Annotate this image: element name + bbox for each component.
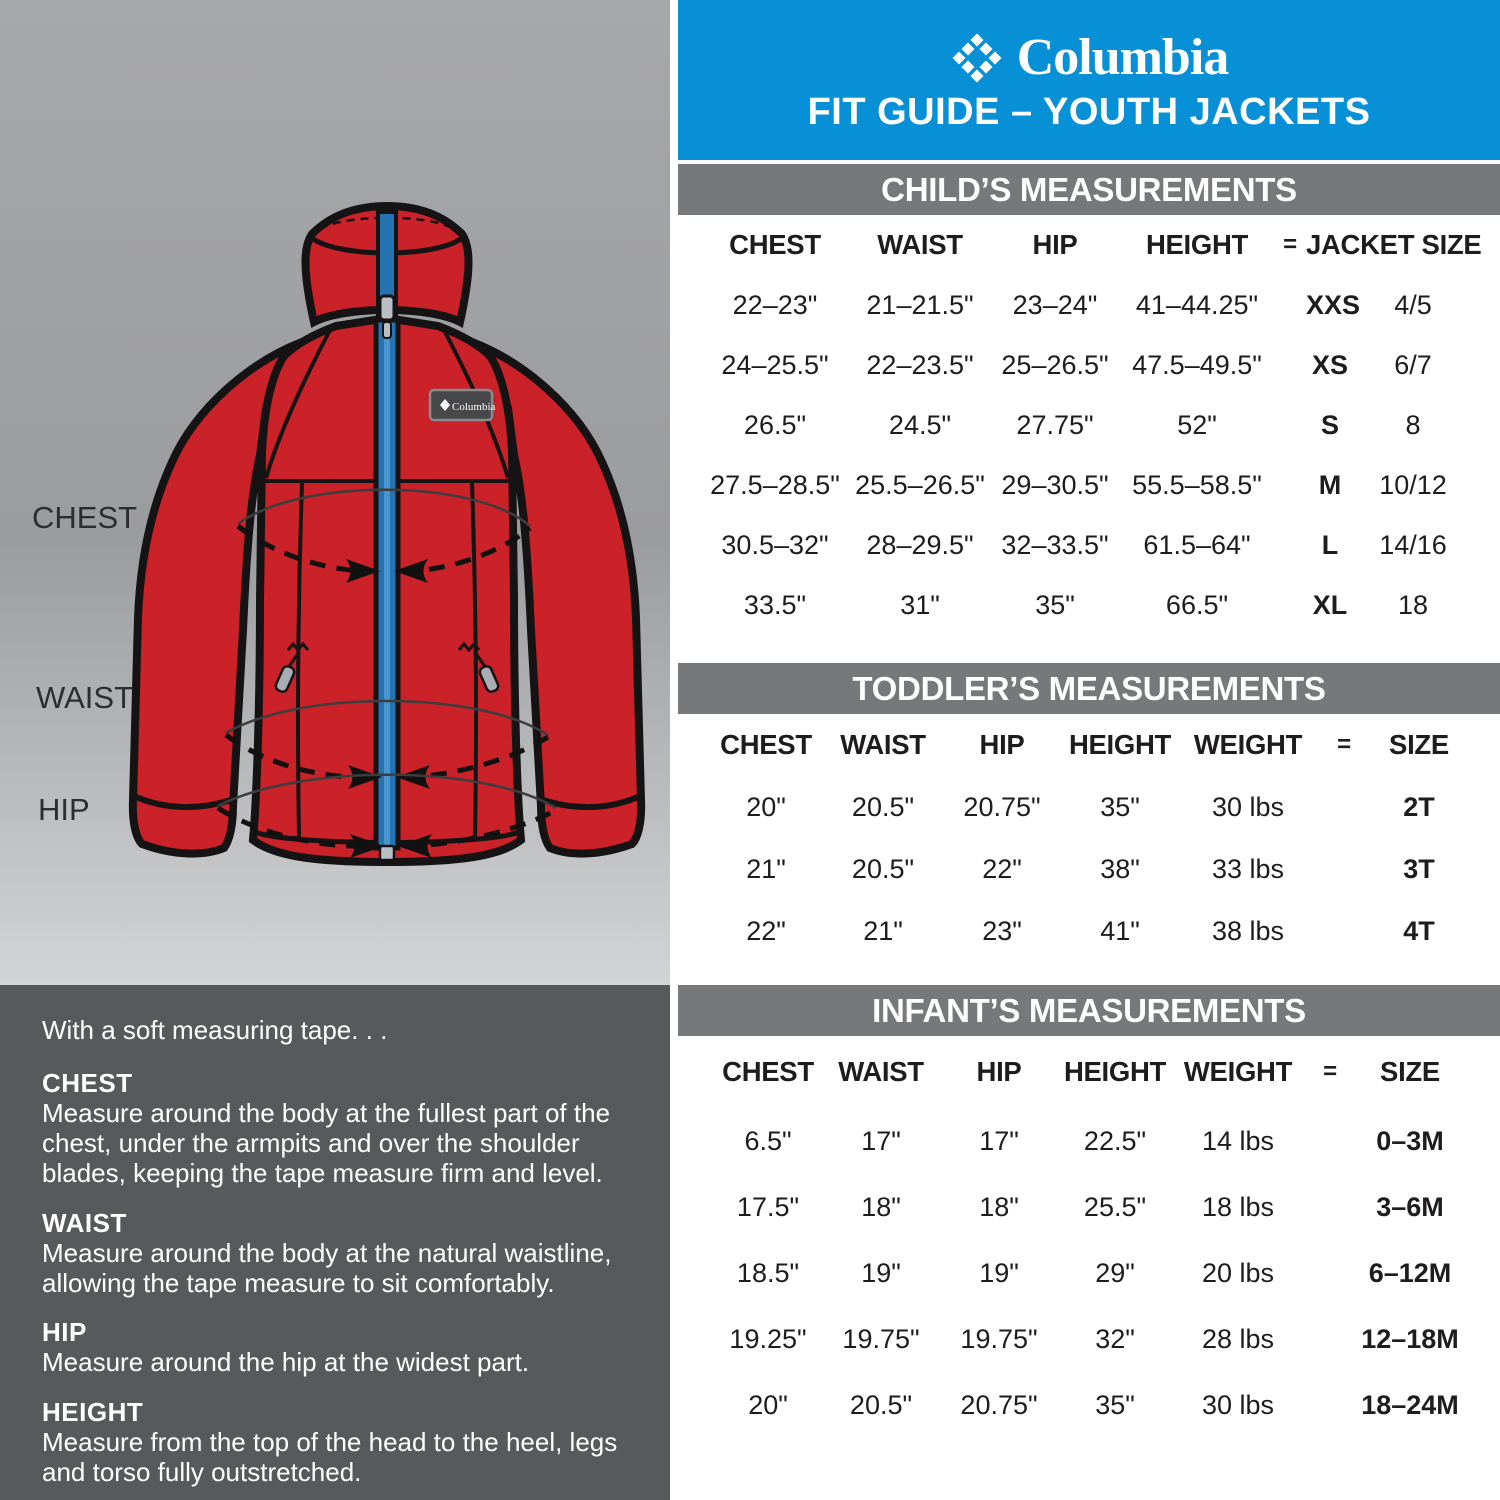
table-cell: 30.5–32" [721, 529, 829, 560]
child-col-header-waist: WAIST [877, 229, 963, 260]
chest-label: CHEST [32, 500, 138, 535]
table-cell: 20.5" [851, 853, 915, 884]
infant-col-header-waist: WAIST [838, 1056, 924, 1087]
size-cell: XS [1311, 349, 1349, 380]
waist-label: WAIST [36, 680, 134, 715]
table-cell: 25–26.5" [1001, 349, 1109, 380]
section-title-toddlers: TODDLER’S MEASUREMENTS [678, 663, 1500, 714]
table-cell: 18" [861, 1191, 901, 1222]
infant-col-header-equals: = [1323, 1058, 1337, 1085]
size-cell: 3–6M [1376, 1191, 1444, 1222]
table-cell: 33.5" [743, 589, 807, 620]
table-cell: 18" [979, 1191, 1019, 1222]
header [678, 0, 1500, 164]
size-cell: 3T [1403, 853, 1435, 884]
table-cell: 19.25" [729, 1323, 807, 1354]
table-cell: 41–44.25" [1135, 289, 1259, 320]
size-cell: 18–24M [1361, 1389, 1459, 1420]
table-cell: 22" [746, 915, 786, 946]
patch-label: Columbia [452, 401, 496, 413]
child-col-header-height: HEIGHT [1145, 229, 1249, 260]
toddler-col-header-hip: HIP [979, 729, 1025, 760]
toddler-col-header-size: SIZE [1389, 729, 1449, 760]
table-cell: 20.75" [963, 791, 1041, 822]
jacket-illustration-panel [0, 0, 670, 985]
table-cell: 28 lbs [1201, 1323, 1275, 1354]
jacket-size-cell: 10/12 [1379, 469, 1447, 500]
zipper-pull-tab [383, 322, 391, 338]
table-cell: 22–23" [732, 289, 818, 320]
table-cell: 22.5" [1083, 1125, 1147, 1156]
child-col-header-chest: CHEST [729, 229, 821, 260]
table-cell: 21" [746, 853, 786, 884]
table-cell: 22–23.5" [866, 349, 974, 380]
table-cell: 27.75" [1016, 409, 1094, 440]
table-cell: 47.5–49.5" [1132, 349, 1262, 380]
table-cell: 21" [863, 915, 903, 946]
jacket-size-cell: 6/7 [1394, 349, 1432, 380]
columbia-wordmark: Columbia [1016, 28, 1229, 86]
table-cell: 35" [1100, 791, 1140, 822]
instruction-heading-waist: WAIST [42, 1207, 127, 1238]
childs-measurements-table [678, 215, 1500, 663]
table-cell: 52" [1177, 409, 1217, 440]
size-cell: XL [1312, 589, 1348, 620]
instructions-intro: With a soft measuring tape. . . [42, 1015, 388, 1045]
table-cell: 20.75" [960, 1389, 1038, 1420]
table-cell: 41" [1100, 915, 1140, 946]
infant-col-header-weight: WEIGHT [1183, 1056, 1293, 1087]
child-col-header-jacket-size: JACKET SIZE [1306, 229, 1482, 260]
instruction-heading-height: HEIGHT [42, 1397, 144, 1428]
instruction-waist [42, 1208, 642, 1299]
instruction-height [42, 1397, 642, 1488]
table-cell: 38" [1100, 853, 1140, 884]
toddlers-measurements-table [678, 714, 1500, 985]
table-cell: 17" [979, 1125, 1019, 1156]
table-cell: 18.5" [736, 1257, 800, 1288]
jacket-size-cell: 18 [1397, 589, 1429, 620]
size-cell: XXS [1306, 289, 1361, 320]
table-cell: 19.75" [960, 1323, 1038, 1354]
toddler-col-header-height: HEIGHT [1068, 729, 1172, 760]
table-cell: 20.5" [851, 791, 915, 822]
zipper-slider [380, 296, 394, 320]
size-cell: S [1320, 409, 1339, 440]
toddler-col-header-equals: = [1337, 731, 1351, 758]
table-cell: 25.5–26.5" [855, 469, 985, 500]
table-cell: 20.5" [849, 1389, 913, 1420]
table-cell: 55.5–58.5" [1132, 469, 1262, 500]
table-cell: 27.5–28.5" [710, 469, 840, 500]
jacket-size-cell: 14/16 [1379, 529, 1447, 560]
table-cell: 30 lbs [1211, 791, 1285, 822]
table-cell: 23" [982, 915, 1022, 946]
table-cell: 35" [1035, 589, 1075, 620]
infant-col-header-size: SIZE [1380, 1056, 1440, 1087]
toddler-col-header-weight: WEIGHT [1193, 729, 1303, 760]
brand-logo [950, 28, 1229, 86]
size-cell: 4T [1403, 915, 1435, 946]
table-cell: 24–25.5" [721, 349, 829, 380]
measuring-instructions-panel [0, 985, 670, 1500]
table-cell: 18 lbs [1201, 1191, 1275, 1222]
table-cell: 66.5" [1165, 589, 1229, 620]
instruction-text-waist: Measure around the body at the natural waistline, allowing the tape measure to sit comfortably. [42, 1237, 612, 1298]
infant-col-header-height: HEIGHT [1063, 1056, 1167, 1087]
table-cell: 14 lbs [1201, 1125, 1275, 1156]
table-cell: 29" [1095, 1257, 1135, 1288]
jacket-size-cell: 4/5 [1394, 289, 1432, 320]
infant-col-header-chest: CHEST [722, 1056, 814, 1087]
columbia-gem-icon [950, 31, 1004, 85]
section-title-infants: INFANT’S MEASUREMENTS [678, 985, 1500, 1036]
table-cell: 20 lbs [1201, 1257, 1275, 1288]
child-col-header-hip: HIP [1032, 229, 1078, 260]
infants-measurements-table [678, 1036, 1500, 1500]
jacket-size-cell: 8 [1405, 409, 1421, 440]
size-cell: 12–18M [1361, 1323, 1459, 1354]
table-cell: 21–21.5" [866, 289, 974, 320]
table-cell: 17" [861, 1125, 901, 1156]
toddler-col-header-chest: CHEST [720, 729, 812, 760]
page-title: FIT GUIDE – YOUTH JACKETS [807, 90, 1371, 133]
table-cell: 30 lbs [1201, 1389, 1275, 1420]
toddler-col-header-waist: WAIST [840, 729, 926, 760]
table-cell: 22" [982, 853, 1022, 884]
size-cell: 2T [1403, 791, 1435, 822]
size-cell: L [1321, 529, 1339, 560]
child-col-header-equals: = [1283, 231, 1297, 258]
section-title-childs: CHILD’S MEASUREMENTS [678, 164, 1500, 215]
table-cell: 61.5–64" [1143, 529, 1251, 560]
table-cell: 19.75" [842, 1323, 920, 1354]
size-tables-panel [678, 0, 1500, 1500]
table-cell: 29–30.5" [1001, 469, 1109, 500]
size-cell: 0–3M [1376, 1125, 1444, 1156]
zipper-teeth [384, 323, 390, 845]
instruction-heading-chest: CHEST [42, 1068, 133, 1098]
hip-label: HIP [38, 792, 90, 827]
table-cell: 32–33.5" [1001, 529, 1109, 560]
instruction-text-chest: Measure around the body at the fullest part of the chest, under the armpits and over the shoulder blades, keeping the tape measure firm and level. [42, 1098, 611, 1188]
table-cell: 19" [861, 1257, 901, 1288]
table-cell: 6.5" [744, 1125, 792, 1156]
table-cell: 19" [979, 1257, 1019, 1288]
table-cell: 31" [900, 589, 940, 620]
table-cell: 20" [746, 791, 786, 822]
table-cell: 28–29.5" [866, 529, 974, 560]
jacket-illustration [0, 0, 670, 985]
zipper-bottom-stop [380, 846, 394, 860]
table-cell: 26.5" [743, 409, 807, 440]
table-cell: 32" [1095, 1323, 1135, 1354]
instruction-chest [42, 1068, 642, 1189]
table-cell: 23–24" [1012, 289, 1098, 320]
size-cell: M [1318, 469, 1342, 500]
table-cell: 25.5" [1083, 1191, 1147, 1222]
table-cell: 20" [748, 1389, 788, 1420]
instruction-hip [42, 1317, 642, 1378]
infant-col-header-hip: HIP [976, 1056, 1022, 1087]
instruction-heading-hip: HIP [42, 1317, 87, 1348]
instruction-text-hip: Measure around the hip at the widest part. [42, 1347, 530, 1378]
table-cell: 35" [1095, 1389, 1135, 1420]
instruction-text-height: Measure from the top of the head to the heel, legs and torso fully outstretched. [42, 1427, 618, 1488]
table-cell: 33 lbs [1211, 853, 1285, 884]
table-cell: 38 lbs [1211, 915, 1285, 946]
table-cell: 24.5" [888, 409, 952, 440]
table-cell: 17.5" [736, 1191, 800, 1222]
size-cell: 6–12M [1368, 1257, 1452, 1288]
